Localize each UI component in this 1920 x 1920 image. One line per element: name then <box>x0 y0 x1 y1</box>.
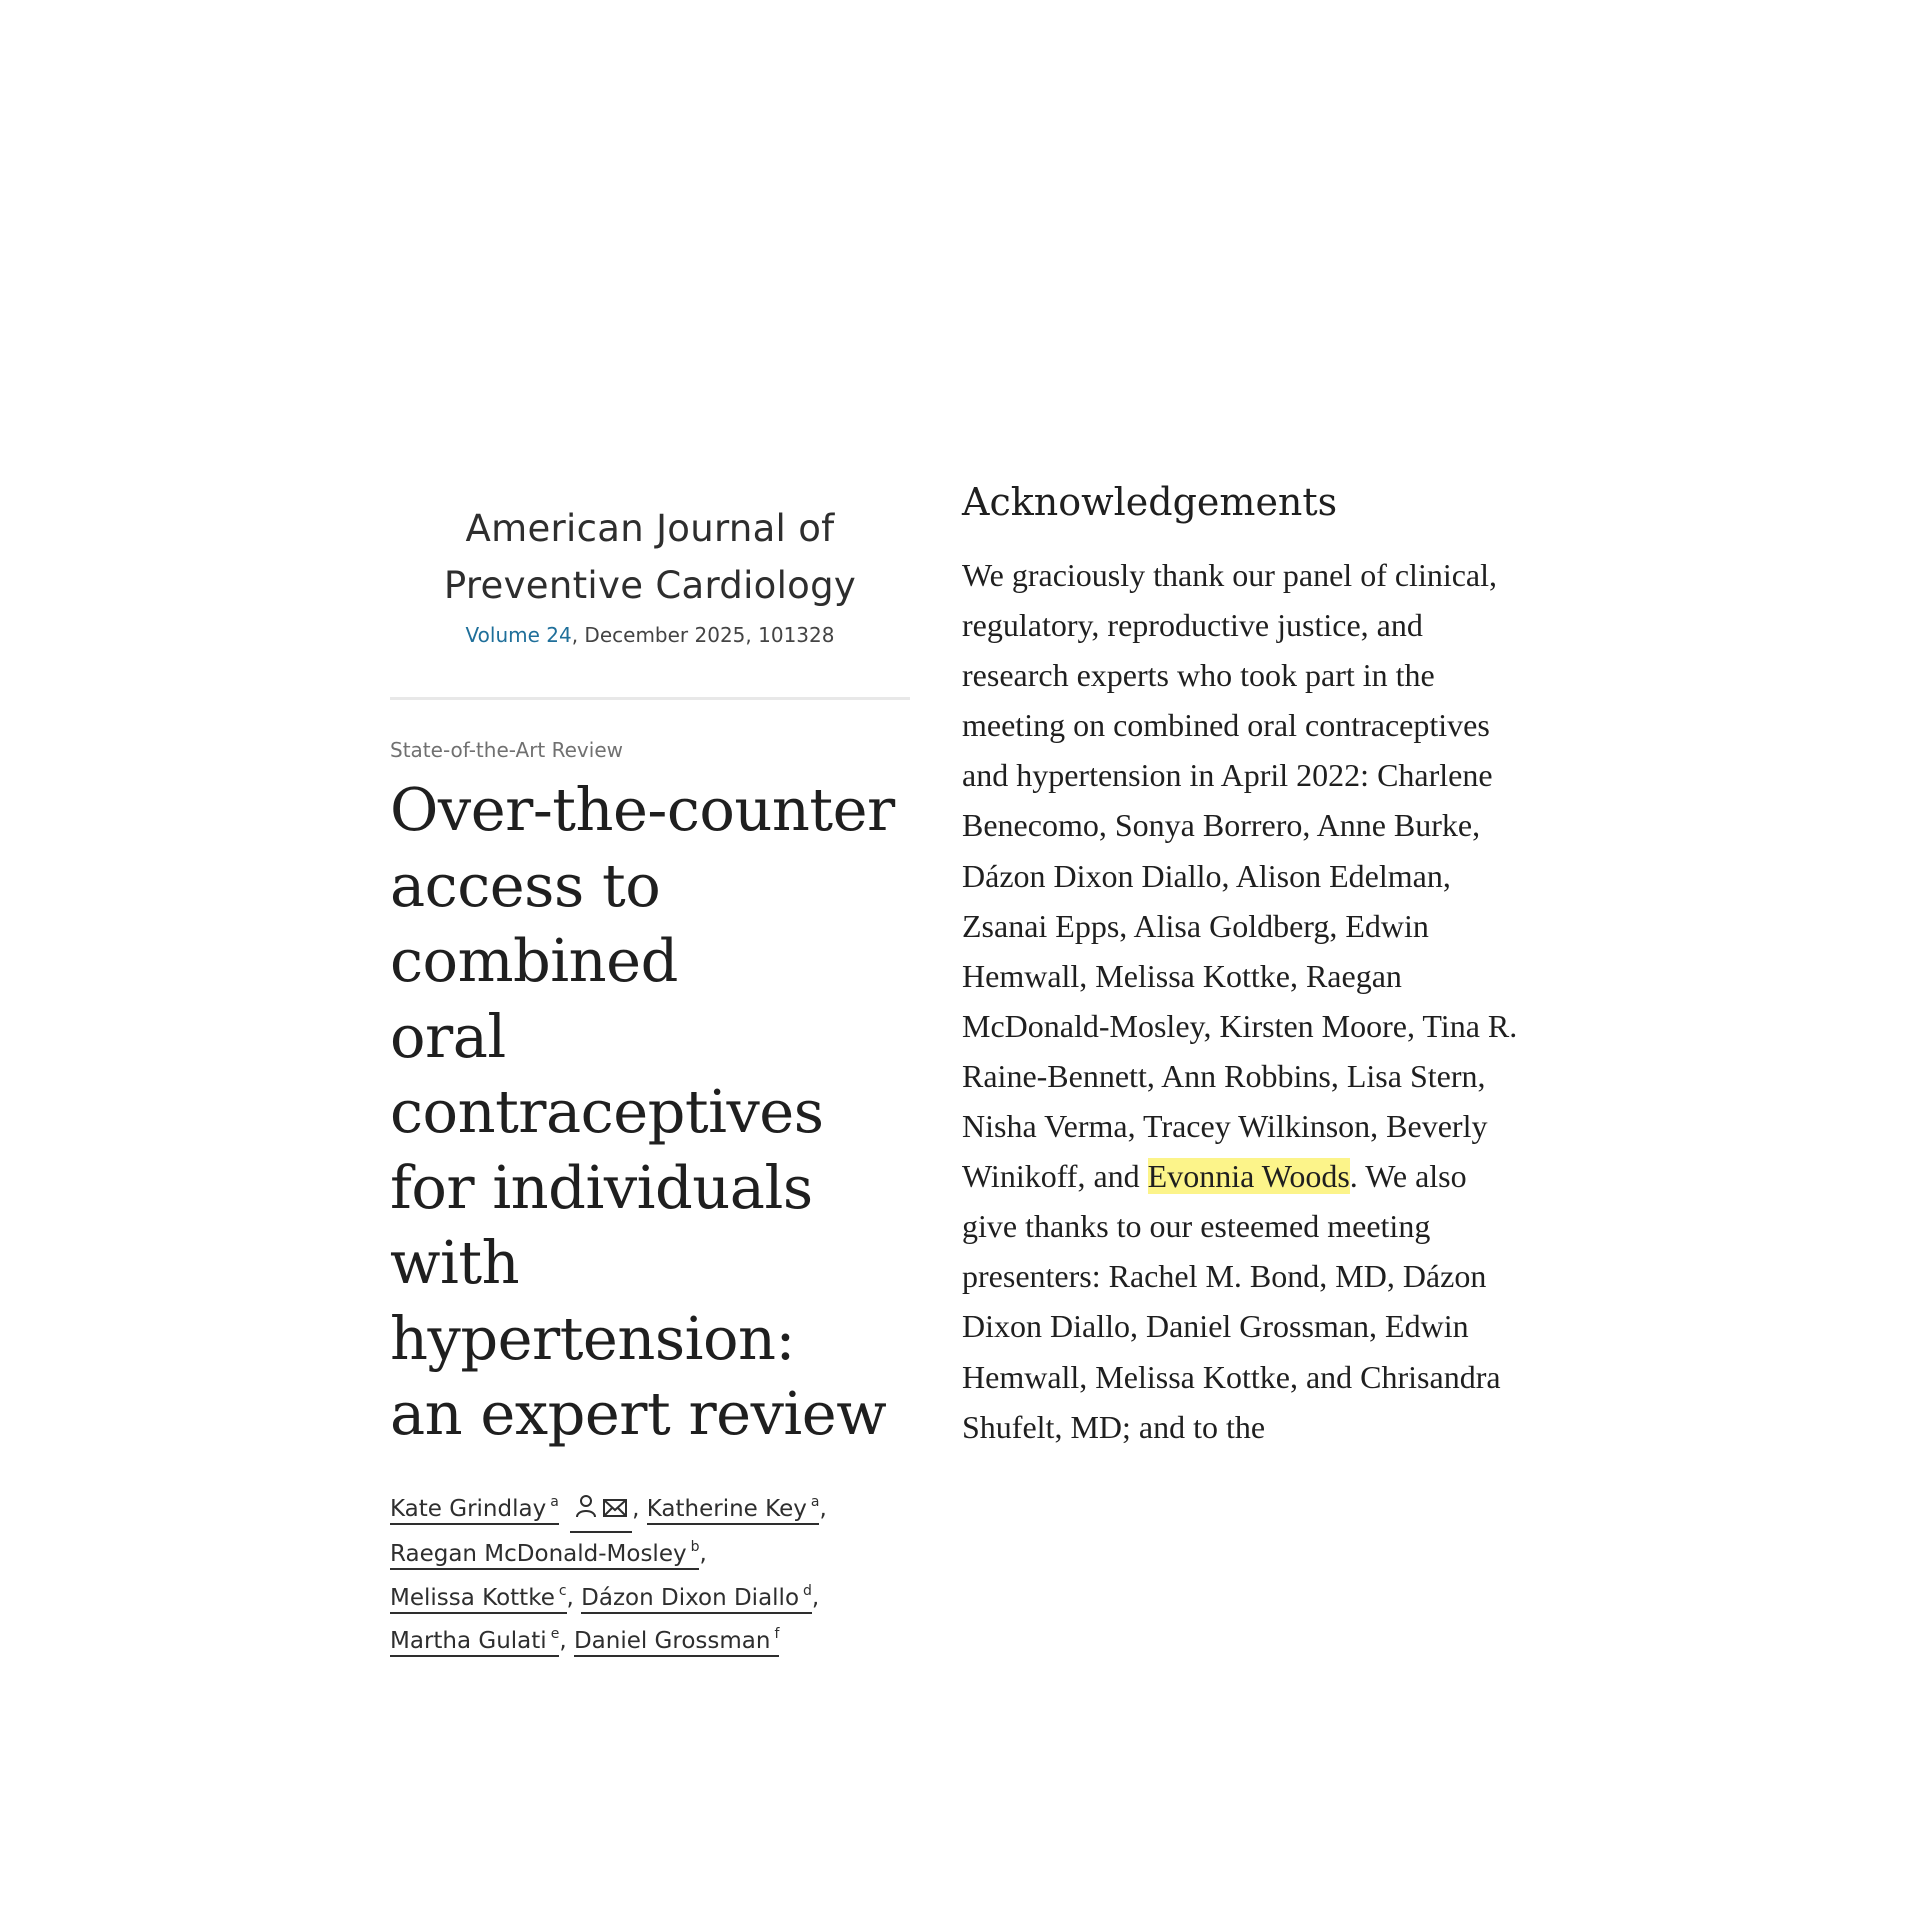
author-name: Dázon Dixon Diallo <box>581 1584 800 1611</box>
envelope-icon <box>603 1498 627 1518</box>
author-name: Katherine Key <box>646 1495 807 1522</box>
author-affiliation: a <box>550 1493 559 1510</box>
journal-name-line2: Preventive Cardiology <box>443 564 857 607</box>
acknowledgements-text <box>962 550 1522 1452</box>
issue-info: , December 2025, 101328 <box>571 623 835 647</box>
journal-meta <box>390 620 910 650</box>
header-divider <box>390 697 910 700</box>
author-link[interactable] <box>390 1628 559 1657</box>
author-affiliation: d <box>803 1582 812 1599</box>
ack-text-after: . We also give thanks to our esteemed meeting presenters: Rachel M. Bond, MD, Dázon Dixon Diallo, Daniel Grossman, Edwin Hemwall, Melissa Kottke, and Chrisandra Shufelt, MD; and to the <box>962 1158 1501 1445</box>
author-name: Martha Gulati <box>390 1628 547 1654</box>
author-affiliation: a <box>810 1493 820 1510</box>
journal-info <box>390 500 910 650</box>
author-name: Raegan McDonald-Mosley <box>390 1541 687 1567</box>
person-icon <box>575 1494 597 1518</box>
title-line: Over-the-counter <box>390 775 895 844</box>
author-affiliation: f <box>774 1626 780 1642</box>
author-affiliation: b <box>690 1539 700 1555</box>
journal-name-line1: American Journal of <box>465 507 835 550</box>
author-list: Kate Grindlay $^a$ , Katherine Key $^a$, Raegan McDonald-Mosley $^b$, Melissa Kottke $^c$, Dázon Dixon Diallo $^d$, Martha Gulati $^e$, Daniel Grossman $^f$ <box>390 1488 910 1664</box>
author-name: Melissa Kottke <box>390 1584 555 1611</box>
ack-text-before: We graciously thank our panel of clinical, regulatory, reproductive justice, and research experts who took part in the meeting on combined oral contraceptives and hypertension in April 2022: Charlene Benecomo, Sonya Borrero, Anne Burke, Dázon Dixon Diallo, Alison Edelman, Zsanai Epps, Alisa Goldberg, Edwin Hemwall, Melissa Kottke, Raegan McDonald-Mosley, Kirsten Moore, Tina R. Raine-Bennett, Ann Robbins, Lisa Stern, Nisha Verma, Tracey Wilkinson, Beverly Winikoff, and <box>962 557 1518 1195</box>
author-affiliation: c <box>558 1582 567 1599</box>
acknowledgements-heading: Acknowledgements <box>962 480 1338 524</box>
title-line: access to combined <box>390 850 678 995</box>
author-link[interactable] <box>574 1628 779 1657</box>
journal-name[interactable] <box>390 500 910 614</box>
author-link[interactable] <box>581 1582 812 1614</box>
highlighted-name[interactable]: Evonnia Woods <box>1147 1158 1350 1195</box>
author-affiliation: e <box>550 1626 560 1642</box>
title-line: an expert review <box>390 1379 887 1448</box>
author-link[interactable] <box>646 1493 820 1525</box>
corresponding-author-icons[interactable] <box>570 1488 632 1534</box>
article-header <box>390 500 910 1664</box>
author-link[interactable] <box>390 1493 559 1525</box>
article-title <box>390 772 910 1452</box>
title-line: with hypertension: <box>390 1228 795 1373</box>
acknowledgements-section <box>962 480 1522 1452</box>
author-link[interactable] <box>390 1582 567 1614</box>
volume-link[interactable]: Volume 24 <box>465 623 572 647</box>
title-line: for individuals <box>390 1152 813 1222</box>
author-link[interactable] <box>390 1541 699 1570</box>
author-name: Daniel Grossman <box>573 1628 771 1654</box>
article-type: State-of-the-Art Review <box>390 738 623 762</box>
title-line: oral contraceptives <box>390 1001 824 1146</box>
author-name: Kate Grindlay <box>390 1495 547 1522</box>
